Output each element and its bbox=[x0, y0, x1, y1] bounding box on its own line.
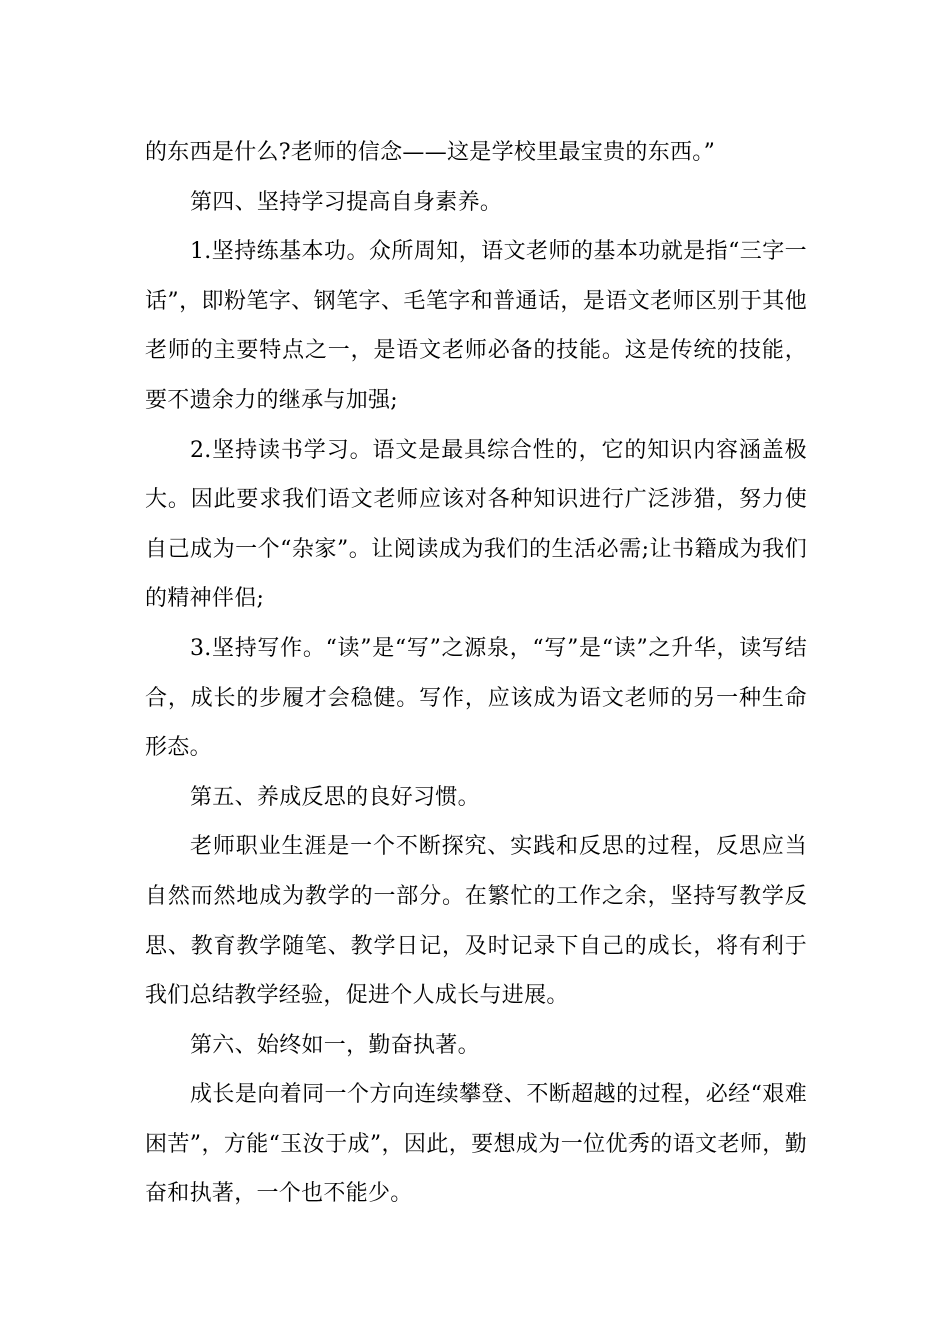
paragraph-writing: 3.坚持写作。“读”是“写”之源泉，“写”是“读”之升华，读写结合，成长的步履才会稳健。写作，应该成为语文老师的另一种生命形态。 bbox=[145, 635, 807, 761]
document-body bbox=[145, 128, 807, 1219]
paragraph-diligence: 成长是向着同一个方向连续攀登、不断超越的过程，必经“艰难困苦”，方能“玉汝于成”，因此，要想成为一位优秀的语文老师，勤奋和执著，一个也不能少。 bbox=[145, 1082, 807, 1207]
paragraph-reflection: 老师职业生涯是一个不断探究、实践和反思的过程，反思应当自然而然地成为教学的一部分。在繁忙的工作之余，坚持写教学反思、教育教学随笔、教学日记，及时记录下自己的成长，将有利于我们总结教学经验，促进个人成长与进展。 bbox=[145, 834, 807, 1009]
heading-fourth: 第四、坚持学习提高自身素养。 bbox=[190, 189, 503, 215]
paragraph-continuation: 的东西是什么?老师的信念——这是学校里最宝贵的东西。” bbox=[145, 140, 716, 165]
paragraph-reading: 2.坚持读书学习。语文是最具综合性的，它的知识内容涵盖极大。因此要求我们语文老师应该对各种知识进行广泛涉猎，努力使自己成为一个“杂家”。让阅读成为我们的生活必需;让书籍成为我们的精神伴侣; bbox=[145, 437, 807, 612]
heading-sixth: 第六、始终如一，勤奋执著。 bbox=[190, 1032, 480, 1058]
paragraph-basic-skills: 1.坚持练基本功。众所周知，语文老师的基本功就是指“三字一话”，即粉笔字、钢笔字、毛笔字和普通话，是语文老师区别于其他老师的主要特点之一，是语文老师必备的技能。这是传统的技能，要不遗余力的继承与加强; bbox=[145, 239, 807, 413]
heading-fifth: 第五、养成反思的良好习惯。 bbox=[190, 784, 480, 810]
